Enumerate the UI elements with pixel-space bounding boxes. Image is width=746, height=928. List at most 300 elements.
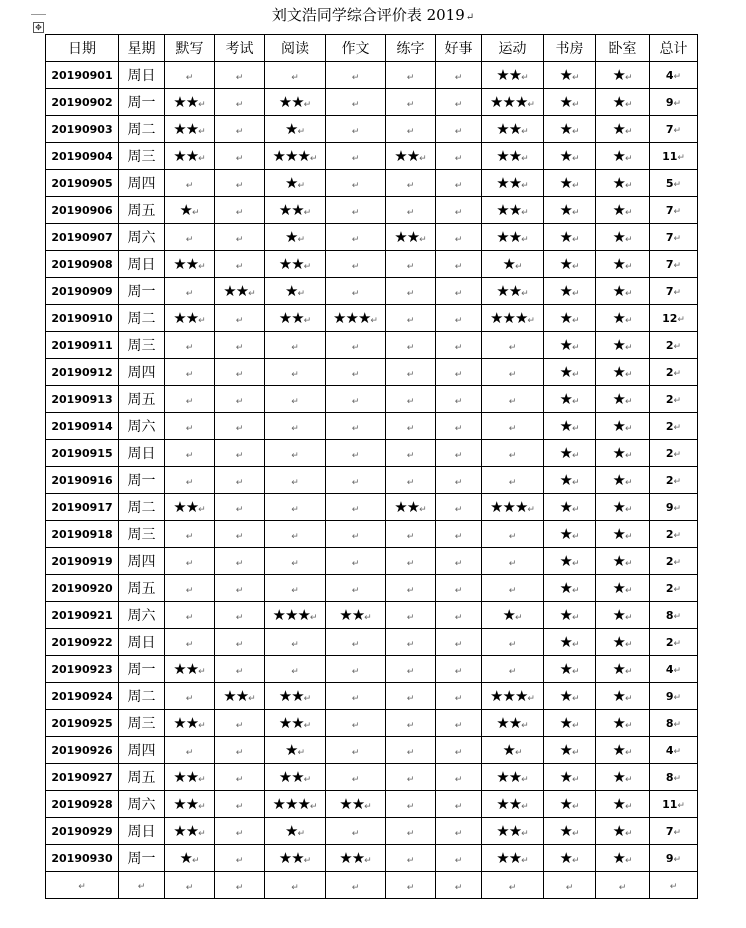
star-icon: ★★	[278, 687, 304, 705]
star-icon: ★	[285, 741, 298, 759]
star-rating-cell: ↵	[265, 521, 326, 548]
date-cell: 20190919	[46, 548, 119, 575]
star-rating-cell: ↵	[215, 386, 265, 413]
star-rating-cell: ↵	[386, 89, 436, 116]
star-rating-cell: ↵	[386, 386, 436, 413]
star-rating-cell: ↵	[326, 548, 386, 575]
star-rating-cell: ★↵	[544, 143, 596, 170]
star-rating-cell: ↵	[386, 629, 436, 656]
page-title: 刘文浩同学综合评价表 2019↵	[271, 6, 475, 24]
star-icon: ★	[612, 147, 625, 165]
star-rating-cell: ↵	[326, 89, 386, 116]
weekday-cell: 周一	[119, 845, 165, 872]
star-rating-cell: ↵	[165, 737, 215, 764]
star-rating-cell: ★↵	[596, 143, 650, 170]
star-icon: ★★	[278, 255, 304, 273]
star-icon: ★	[559, 633, 572, 651]
star-rating-cell: ↵	[436, 764, 482, 791]
star-rating-cell: ↵	[436, 818, 482, 845]
star-rating-cell: ★★★↵	[265, 602, 326, 629]
star-rating-cell: ↵	[215, 197, 265, 224]
table-row	[46, 89, 698, 116]
star-rating-cell: ↵	[386, 278, 436, 305]
star-icon: ★★★	[333, 309, 371, 327]
star-rating-cell: ↵	[436, 872, 482, 899]
date-cell: 20190921	[46, 602, 119, 629]
star-icon: ★	[612, 120, 625, 138]
star-rating-cell: ★★↵	[482, 224, 544, 251]
star-rating-cell: ↵	[436, 710, 482, 737]
star-rating-cell: ★↵	[544, 170, 596, 197]
star-rating-cell: ↵	[326, 872, 386, 899]
star-icon: ★	[179, 849, 192, 867]
table-row	[46, 791, 698, 818]
star-rating-cell: ★★↵	[165, 764, 215, 791]
star-rating-cell: ↵	[482, 332, 544, 359]
star-rating-cell: ↵	[215, 305, 265, 332]
star-rating-cell: ↵	[326, 62, 386, 89]
star-rating-cell: ★↵	[596, 62, 650, 89]
total-cell: 2↵	[650, 629, 698, 656]
star-rating-cell: ↵	[265, 440, 326, 467]
star-icon: ★★	[339, 849, 365, 867]
star-rating-cell: ↵	[386, 197, 436, 224]
total-cell: 8↵	[650, 710, 698, 737]
weekday-cell: 周日	[119, 818, 165, 845]
star-rating-cell: ↵	[326, 440, 386, 467]
star-icon: ★	[559, 768, 572, 786]
star-rating-cell: ↵	[215, 575, 265, 602]
star-rating-cell: ↵	[386, 602, 436, 629]
star-rating-cell: ↵	[386, 359, 436, 386]
star-rating-cell: ★↵	[544, 197, 596, 224]
star-icon: ★	[285, 282, 298, 300]
star-rating-cell: ↵	[436, 467, 482, 494]
weekday-cell: 周四	[119, 548, 165, 575]
star-rating-cell: ↵	[482, 386, 544, 413]
star-icon: ★	[285, 120, 298, 138]
star-rating-cell: ★★↵	[482, 764, 544, 791]
total-cell: 7↵	[650, 116, 698, 143]
star-rating-cell: ★↵	[165, 197, 215, 224]
star-rating-cell: ↵	[482, 575, 544, 602]
date-cell: 20190909	[46, 278, 119, 305]
star-icon: ★	[612, 741, 625, 759]
star-rating-cell: ↵	[436, 332, 482, 359]
star-rating-cell: ↵	[436, 791, 482, 818]
total-cell: 7↵	[650, 278, 698, 305]
star-rating-cell: ★★↵	[386, 494, 436, 521]
star-icon: ★	[559, 417, 572, 435]
weekday-cell: 周四	[119, 737, 165, 764]
star-rating-cell: ★★↵	[386, 224, 436, 251]
star-rating-cell: ★↵	[544, 548, 596, 575]
star-rating-cell: ★↵	[544, 683, 596, 710]
star-rating-cell: ↵	[326, 143, 386, 170]
star-rating-cell: ↵	[326, 683, 386, 710]
star-icon: ★	[612, 66, 625, 84]
star-icon: ★★	[394, 228, 420, 246]
star-icon: ★	[559, 525, 572, 543]
star-rating-cell: ★★↵	[482, 791, 544, 818]
star-rating-cell: ★↵	[544, 332, 596, 359]
star-rating-cell: ↵	[386, 332, 436, 359]
table-row	[46, 359, 698, 386]
star-rating-cell: ↵	[215, 791, 265, 818]
star-icon: ★★	[173, 120, 199, 138]
date-cell: 20190902	[46, 89, 119, 116]
star-rating-cell: ★↵	[265, 170, 326, 197]
star-icon: ★★	[496, 147, 522, 165]
table-row	[46, 521, 698, 548]
header-cell: 练字	[386, 35, 436, 62]
star-rating-cell: ★↵	[482, 737, 544, 764]
star-rating-cell: ★↵	[596, 305, 650, 332]
table-row	[46, 764, 698, 791]
star-rating-cell: ↵	[544, 872, 596, 899]
star-rating-cell: ↵	[265, 575, 326, 602]
star-rating-cell: ★★★↵	[265, 143, 326, 170]
star-rating-cell: ↵	[165, 359, 215, 386]
date-cell: ↵	[46, 872, 119, 899]
star-rating-cell: ★↵	[596, 170, 650, 197]
star-rating-cell: ★↵	[596, 494, 650, 521]
star-icon: ★★	[278, 93, 304, 111]
star-icon: ★	[502, 255, 515, 273]
star-icon: ★	[612, 228, 625, 246]
star-icon: ★	[559, 849, 572, 867]
star-icon: ★	[612, 336, 625, 354]
total-cell: 2↵	[650, 386, 698, 413]
star-rating-cell: ★↵	[596, 629, 650, 656]
star-rating-cell: ★↵	[596, 197, 650, 224]
star-icon: ★	[559, 660, 572, 678]
star-rating-cell: ★↵	[544, 116, 596, 143]
star-rating-cell: ★★↵	[215, 278, 265, 305]
table-row	[46, 62, 698, 89]
star-rating-cell: ★↵	[596, 413, 650, 440]
table-row	[46, 629, 698, 656]
star-rating-cell: ↵	[265, 467, 326, 494]
star-rating-cell: ↵	[265, 413, 326, 440]
table-row	[46, 197, 698, 224]
star-icon: ★	[612, 660, 625, 678]
weekday-cell: 周五	[119, 386, 165, 413]
star-rating-cell: ↵	[386, 683, 436, 710]
star-rating-cell: ★★★↵	[482, 683, 544, 710]
star-icon: ★★	[173, 498, 199, 516]
star-rating-cell: ★↵	[265, 818, 326, 845]
table-row	[46, 656, 698, 683]
star-icon: ★★★	[272, 795, 310, 813]
star-rating-cell: ↵	[215, 116, 265, 143]
weekday-cell: 周三	[119, 332, 165, 359]
star-rating-cell: ↵	[165, 332, 215, 359]
date-cell: 20190918	[46, 521, 119, 548]
star-icon: ★	[612, 174, 625, 192]
star-rating-cell: ↵	[215, 548, 265, 575]
star-rating-cell: ★★↵	[165, 305, 215, 332]
star-icon: ★★	[394, 147, 420, 165]
header-cell: 书房	[544, 35, 596, 62]
star-rating-cell: ↵	[215, 440, 265, 467]
date-cell: 20190928	[46, 791, 119, 818]
star-rating-cell: ★★↵	[265, 845, 326, 872]
star-rating-cell: ↵	[386, 251, 436, 278]
star-icon: ★	[612, 498, 625, 516]
star-rating-cell: ↵	[165, 521, 215, 548]
star-rating-cell: ★↵	[544, 305, 596, 332]
star-rating-cell: ↵	[215, 737, 265, 764]
star-rating-cell: ↵	[165, 602, 215, 629]
star-rating-cell: ★★↵	[165, 818, 215, 845]
table-row	[46, 251, 698, 278]
star-rating-cell: ↵	[326, 494, 386, 521]
header-cell: 运动	[482, 35, 544, 62]
table-row	[46, 224, 698, 251]
star-rating-cell: ★↵	[544, 467, 596, 494]
star-rating-cell: ★★↵	[326, 602, 386, 629]
star-icon: ★★	[339, 606, 365, 624]
star-icon: ★★	[496, 849, 522, 867]
total-cell: 2↵	[650, 575, 698, 602]
star-icon: ★	[559, 93, 572, 111]
star-rating-cell: ↵	[386, 440, 436, 467]
star-icon: ★★	[173, 795, 199, 813]
star-icon: ★	[612, 444, 625, 462]
star-rating-cell: ↵	[386, 710, 436, 737]
star-icon: ★	[559, 66, 572, 84]
star-rating-cell: ↵	[326, 467, 386, 494]
star-icon: ★★	[173, 309, 199, 327]
star-icon: ★	[285, 174, 298, 192]
star-rating-cell: ↵	[215, 413, 265, 440]
date-cell: 20190929	[46, 818, 119, 845]
total-cell: 8↵	[650, 764, 698, 791]
star-rating-cell: ★↵	[596, 737, 650, 764]
star-icon: ★★	[223, 282, 249, 300]
star-rating-cell: ★↵	[544, 386, 596, 413]
weekday-cell: 周五	[119, 764, 165, 791]
star-rating-cell: ★↵	[544, 89, 596, 116]
total-cell: 2↵	[650, 548, 698, 575]
star-rating-cell: ★↵	[596, 278, 650, 305]
total-cell: 11↵	[650, 143, 698, 170]
star-icon: ★★	[394, 498, 420, 516]
star-icon: ★	[559, 147, 572, 165]
star-rating-cell: ★↵	[265, 224, 326, 251]
star-rating-cell: ★↵	[482, 251, 544, 278]
weekday-cell: 周一	[119, 89, 165, 116]
table-row	[46, 683, 698, 710]
header-cell: 星期	[119, 35, 165, 62]
star-icon: ★★	[173, 714, 199, 732]
star-icon: ★★	[496, 795, 522, 813]
total-cell: 4↵	[650, 62, 698, 89]
star-rating-cell: ★↵	[596, 359, 650, 386]
star-rating-cell: ↵	[386, 656, 436, 683]
star-rating-cell: ↵	[326, 197, 386, 224]
star-icon: ★	[559, 174, 572, 192]
date-cell: 20190922	[46, 629, 119, 656]
star-icon: ★	[612, 822, 625, 840]
star-icon: ★	[559, 498, 572, 516]
star-rating-cell: ★★↵	[165, 656, 215, 683]
star-rating-cell: ↵	[436, 251, 482, 278]
star-icon: ★★	[496, 201, 522, 219]
star-rating-cell: ★★↵	[482, 170, 544, 197]
total-cell: 2↵	[650, 467, 698, 494]
star-rating-cell: ↵	[215, 764, 265, 791]
star-rating-cell: ★↵	[544, 737, 596, 764]
star-icon: ★★	[496, 822, 522, 840]
date-cell: 20190923	[46, 656, 119, 683]
star-icon: ★	[559, 363, 572, 381]
star-rating-cell: ★↵	[596, 89, 650, 116]
total-cell: ↵	[650, 872, 698, 899]
star-rating-cell: ↵	[436, 413, 482, 440]
star-rating-cell: ★★↵	[482, 143, 544, 170]
star-icon: ★	[559, 255, 572, 273]
star-rating-cell: ↵	[215, 845, 265, 872]
date-cell: 20190914	[46, 413, 119, 440]
star-rating-cell: ★↵	[596, 116, 650, 143]
star-rating-cell: ↵	[215, 494, 265, 521]
star-icon: ★	[559, 795, 572, 813]
star-rating-cell: ↵	[436, 575, 482, 602]
star-rating-cell: ↵	[215, 602, 265, 629]
total-cell: 9↵	[650, 845, 698, 872]
total-cell: 9↵	[650, 494, 698, 521]
weekday-cell: 周四	[119, 359, 165, 386]
total-cell: 9↵	[650, 89, 698, 116]
star-rating-cell: ↵	[436, 62, 482, 89]
table-row	[46, 143, 698, 170]
star-icon: ★	[559, 741, 572, 759]
total-cell: 4↵	[650, 737, 698, 764]
star-icon: ★	[612, 849, 625, 867]
table-row	[46, 413, 698, 440]
move-handle-icon[interactable]: ✥	[33, 22, 44, 33]
star-rating-cell: ★★↵	[482, 845, 544, 872]
star-rating-cell: ↵	[326, 386, 386, 413]
star-rating-cell: ★★↵	[165, 710, 215, 737]
date-cell: 20190927	[46, 764, 119, 791]
weekday-cell: 周六	[119, 413, 165, 440]
star-rating-cell: ↵	[436, 602, 482, 629]
star-rating-cell: ★↵	[165, 845, 215, 872]
star-icon: ★	[612, 282, 625, 300]
weekday-cell: 周五	[119, 197, 165, 224]
weekday-cell: 周日	[119, 440, 165, 467]
star-icon: ★	[285, 228, 298, 246]
star-icon: ★	[612, 390, 625, 408]
star-rating-cell: ↵	[165, 386, 215, 413]
table-row	[46, 332, 698, 359]
star-rating-cell: ↵	[436, 305, 482, 332]
star-icon: ★	[559, 282, 572, 300]
star-icon: ★	[612, 255, 625, 273]
star-rating-cell: ↵	[436, 737, 482, 764]
star-rating-cell: ★★↵	[215, 683, 265, 710]
star-rating-cell: ↵	[326, 170, 386, 197]
weekday-cell: 周日	[119, 251, 165, 278]
star-icon: ★★	[278, 768, 304, 786]
star-rating-cell: ↵	[215, 710, 265, 737]
star-rating-cell: ★↵	[596, 386, 650, 413]
star-rating-cell: ↵	[215, 872, 265, 899]
star-rating-cell: ★↵	[596, 683, 650, 710]
star-rating-cell: ↵	[165, 548, 215, 575]
star-rating-cell: ★★↵	[265, 197, 326, 224]
star-rating-cell: ★↵	[544, 413, 596, 440]
star-rating-cell: ★★↵	[482, 278, 544, 305]
weekday-cell: 周二	[119, 683, 165, 710]
star-rating-cell: ↵	[165, 683, 215, 710]
star-icon: ★★	[173, 147, 199, 165]
total-cell: 2↵	[650, 440, 698, 467]
total-cell: 2↵	[650, 332, 698, 359]
table-row	[46, 845, 698, 872]
star-icon: ★	[559, 120, 572, 138]
star-rating-cell: ★★↵	[265, 251, 326, 278]
star-rating-cell: ↵	[386, 575, 436, 602]
date-cell: 20190907	[46, 224, 119, 251]
star-rating-cell: ↵	[265, 656, 326, 683]
header-cell: 卧室	[596, 35, 650, 62]
star-rating-cell: ★★↵	[482, 818, 544, 845]
star-icon: ★★	[173, 93, 199, 111]
star-rating-cell: ↵	[326, 629, 386, 656]
table-row	[46, 548, 698, 575]
table-row	[46, 872, 698, 899]
header-row	[46, 35, 698, 62]
star-icon: ★★	[496, 282, 522, 300]
star-rating-cell: ★★↵	[265, 764, 326, 791]
star-rating-cell: ★★↵	[326, 845, 386, 872]
total-cell: 7↵	[650, 818, 698, 845]
total-cell: 5↵	[650, 170, 698, 197]
table-row	[46, 602, 698, 629]
weekday-cell: 周一	[119, 656, 165, 683]
star-rating-cell: ↵	[326, 764, 386, 791]
star-rating-cell: ↵	[215, 521, 265, 548]
star-rating-cell: ★↵	[544, 629, 596, 656]
star-rating-cell: ↵	[165, 467, 215, 494]
star-rating-cell: ↵	[326, 116, 386, 143]
star-rating-cell: ★↵	[596, 791, 650, 818]
weekday-cell: 周日	[119, 629, 165, 656]
star-rating-cell: ↵	[265, 359, 326, 386]
star-icon: ★★	[496, 714, 522, 732]
star-rating-cell: ★★↵	[265, 710, 326, 737]
star-rating-cell: ★★★↵	[482, 494, 544, 521]
star-icon: ★★★	[490, 498, 528, 516]
star-rating-cell: ↵	[436, 359, 482, 386]
star-icon: ★	[559, 228, 572, 246]
star-rating-cell: ↵	[215, 359, 265, 386]
star-icon: ★★	[278, 714, 304, 732]
date-cell: 20190930	[46, 845, 119, 872]
weekday-cell: 周六	[119, 602, 165, 629]
star-rating-cell: ★★★↵	[482, 89, 544, 116]
table-row	[46, 737, 698, 764]
star-rating-cell: ★↵	[265, 737, 326, 764]
star-rating-cell: ↵	[482, 359, 544, 386]
star-rating-cell: ★★↵	[265, 683, 326, 710]
star-rating-cell: ★↵	[544, 764, 596, 791]
star-rating-cell: ★↵	[544, 224, 596, 251]
